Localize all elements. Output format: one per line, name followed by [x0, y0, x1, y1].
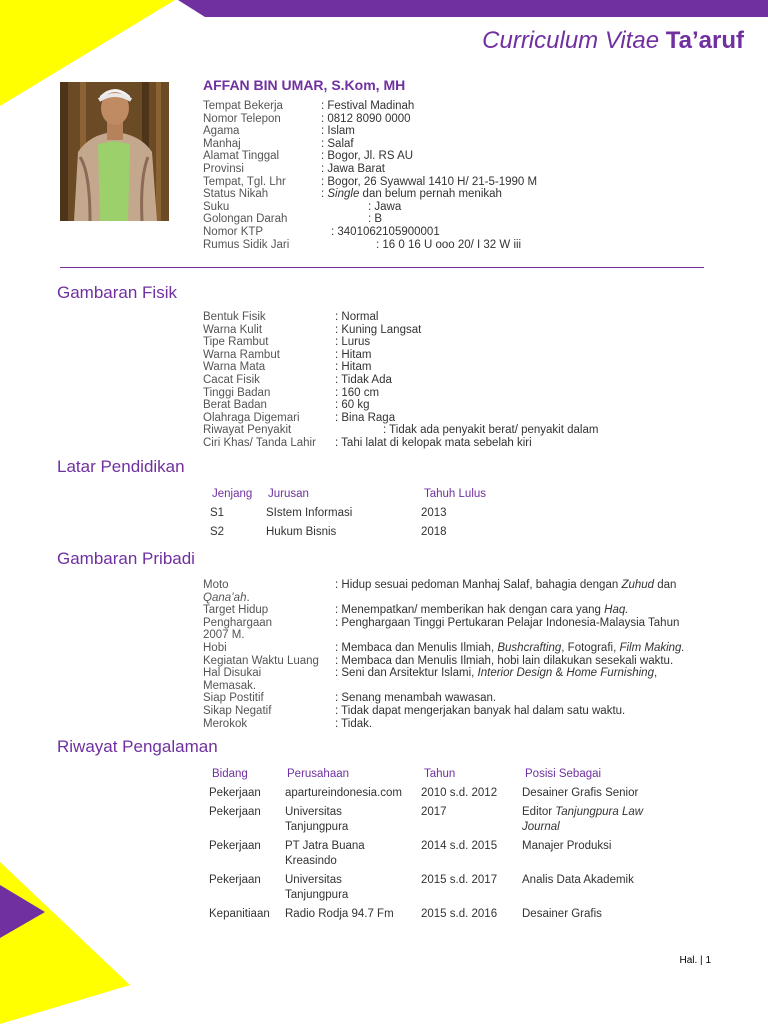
- experience-cell: 2015 s.d. 2016: [421, 908, 498, 920]
- experience-cell: 2010 s.d. 2012: [421, 787, 498, 799]
- disukai-text-3: ,: [653, 667, 658, 680]
- experience-cell: Analis Data Akademik: [522, 874, 634, 886]
- detail-value: : 0812 8090 0000: [321, 112, 411, 125]
- moto-italic-2: Qana’ah: [203, 591, 247, 604]
- detail-label: Merokok: [203, 717, 248, 730]
- detail-label: Status Nikah: [203, 188, 269, 201]
- detail-label: Bentuk Fisik: [203, 311, 266, 323]
- detail-value: [335, 667, 657, 680]
- physical-row: [203, 399, 703, 412]
- education-header: Jenjang: [212, 488, 253, 500]
- experience-cell: PT Jatra Buana Kreasindo: [285, 840, 365, 867]
- disukai-text: : Seni dan Arsitektur Islami,: [335, 667, 478, 680]
- experience-cell: apartureindonesia.com: [285, 787, 402, 799]
- detail-label: Tinggi Badan: [203, 386, 271, 399]
- detail-value: : Tidak.: [335, 717, 373, 730]
- detail-value: [335, 604, 628, 617]
- detail-label: Nomor Telepon: [203, 112, 281, 125]
- detail-value: : Hitam: [335, 361, 372, 374]
- detail-label: Golongan Darah: [203, 213, 288, 226]
- detail-label: Moto: [203, 579, 229, 591]
- personal-details: [203, 579, 723, 730]
- physical-row: [203, 324, 703, 337]
- detail-label: Ciri Khas/ Tanda Lahir: [203, 436, 316, 449]
- personal-row: [203, 629, 723, 642]
- section-title-pengalaman: Riwayat Pengalaman: [57, 737, 218, 756]
- personal-row: [203, 680, 723, 693]
- experience-header: Perusahaan: [287, 768, 350, 780]
- position-text: Editor: [522, 806, 556, 818]
- profile-row: [203, 201, 703, 214]
- status-rest: dan belum pernah menikah: [359, 188, 502, 201]
- detail-label: Suku: [203, 200, 230, 213]
- profile-row: [203, 213, 703, 226]
- bottom-purple-triangle: [0, 885, 45, 938]
- profile-photo: [60, 82, 169, 221]
- position-italic: Tanjungpura Law Journal: [522, 806, 644, 833]
- physical-row: [203, 412, 703, 425]
- experience-cell: Desainer Grafis Senior: [522, 787, 639, 799]
- education-cell: 2018: [421, 526, 447, 538]
- profile-row: [203, 226, 703, 239]
- detail-label: Agama: [203, 125, 240, 138]
- detail-value: : 3401062105900001: [331, 225, 440, 238]
- person-name: AFFAN BIN UMAR, S.Kom, MH: [203, 77, 406, 93]
- detail-value: : Lurus: [335, 336, 371, 349]
- experience-cell: Pekerjaan: [209, 874, 261, 886]
- detail-label: Olahraga Digemari: [203, 411, 300, 424]
- detail-label: Warna Mata: [203, 361, 266, 374]
- moto-italic: Zuhud: [621, 579, 655, 591]
- experience-cell: Kepanitiaan: [209, 908, 270, 920]
- detail-value: : Tahi lalat di kelopak mata sebelah kiri: [335, 436, 532, 449]
- personal-row: [203, 692, 723, 705]
- profile-row: [203, 163, 703, 176]
- experience-header: Bidang: [212, 768, 248, 780]
- detail-label: Target Hidup: [203, 604, 269, 617]
- education-cell: S2: [210, 526, 225, 538]
- title-italic: Curriculum Vitae: [482, 27, 660, 54]
- detail-value: : Tidak dapat mengerjakan banyak hal dalam satu waktu.: [335, 704, 626, 717]
- experience-header: Posisi Sebagai: [525, 768, 602, 780]
- title-bold: Ta’aruf: [665, 27, 744, 54]
- detail-label: Berat Badan: [203, 399, 267, 412]
- target-text: : Menempatkan/ memberikan hak dengan cara yang: [335, 604, 605, 617]
- detail-value: : Bogor, 26 Syawwal 1410 H/ 21-5-1990 M: [321, 175, 538, 188]
- profile-details: [203, 100, 703, 251]
- personal-row: [203, 642, 723, 655]
- experience-cell: 2014 s.d. 2015: [421, 840, 498, 852]
- profile-row: [203, 113, 703, 126]
- profile-row: [203, 150, 703, 163]
- detail-label: Hal Disukai: [203, 667, 262, 680]
- education-cell: S1: [210, 507, 225, 519]
- detail-label: Sikap Negatif: [203, 704, 272, 717]
- detail-value: : Penghargaan Tinggi Pertukaran Pelajar Indonesia-Malaysia Tahun: [335, 616, 680, 629]
- detail-value: : Hitam: [335, 348, 372, 361]
- detail-label: Hobi: [203, 641, 227, 654]
- detail-label: Nomor KTP: [203, 225, 264, 238]
- profile-row: [203, 100, 703, 113]
- experience-cell: Pekerjaan: [209, 787, 261, 799]
- detail-label: Tempat Bekerja: [203, 100, 283, 112]
- physical-row: [203, 437, 703, 450]
- physical-row: [203, 311, 703, 324]
- detail-label: Warna Rambut: [203, 348, 280, 361]
- personal-row: [203, 604, 723, 617]
- detail-value: : Normal: [335, 311, 379, 323]
- experience-cell: Pekerjaan: [209, 840, 261, 852]
- detail-value: : Jawa: [368, 200, 402, 213]
- education-header: Tahuh Lulus: [424, 488, 487, 500]
- detail-value: [335, 579, 676, 592]
- detail-value: : Festival Madinah: [321, 100, 415, 112]
- detail-label: Tipe Rambut: [203, 336, 269, 349]
- disukai-italic-2: Home Furnishing: [566, 667, 654, 680]
- personal-row: [203, 592, 723, 605]
- hobi-italic-1: Bushcrafting: [497, 641, 562, 654]
- detail-value: : B: [368, 213, 383, 226]
- detail-value: : Bina Raga: [335, 411, 396, 424]
- personal-row: [203, 579, 723, 592]
- detail-value: [335, 642, 685, 655]
- bottom-yellow-triangle: [0, 862, 130, 1024]
- top-purple-bar: [178, 0, 768, 17]
- detail-value: : Salaf: [321, 137, 354, 150]
- experience-cell: Universitas Tanjungpura: [285, 806, 349, 833]
- personal-row: [203, 705, 723, 718]
- education-cell: 2013: [421, 507, 447, 519]
- status-italic: Single: [327, 188, 360, 201]
- detail-label: Cacat Fisik: [203, 373, 260, 386]
- detail-value: [321, 188, 502, 201]
- section-title-fisik: Gambaran Fisik: [57, 283, 177, 302]
- detail-label: Manhaj: [203, 137, 241, 150]
- moto-text: : Hidup sesuai pedoman Manhaj Salaf, bahagia dengan: [335, 579, 622, 591]
- physical-details: [203, 311, 703, 450]
- profile-row: [203, 188, 703, 201]
- hobi-text-2: , Fotografi,: [561, 641, 620, 654]
- physical-row: [203, 361, 703, 374]
- detail-value-wrap: 2007 M.: [203, 629, 245, 642]
- personal-row: [203, 718, 723, 731]
- disukai-text-2: &: [552, 667, 567, 680]
- profile-row: [203, 125, 703, 138]
- detail-value: : Tidak Ada: [335, 373, 392, 386]
- personal-row: [203, 617, 723, 630]
- physical-row: [203, 424, 703, 437]
- detail-value: : Senang menambah wawasan.: [335, 692, 497, 705]
- detail-value: : 16 0 16 U ooo 20/ I 32 W iii: [376, 238, 522, 251]
- physical-row: [203, 374, 703, 387]
- detail-value: : Membaca dan Menulis Ilmiah, hobi lain dilakukan sesekali waktu.: [335, 654, 674, 667]
- detail-value: : Bogor, Jl. RS AU: [321, 150, 414, 163]
- document-title: [482, 27, 744, 55]
- detail-value: : Islam: [321, 125, 355, 138]
- experience-cell: Radio Rodja 94.7 Fm: [285, 908, 394, 920]
- experience-cell: 2017: [421, 806, 447, 818]
- physical-row: [203, 349, 703, 362]
- moto-tail-2: .: [246, 591, 250, 604]
- profile-row: [203, 138, 703, 151]
- detail-label: Warna Kulit: [203, 323, 263, 336]
- moto-tail: dan: [654, 579, 677, 591]
- experience-cell: Manajer Produksi: [522, 840, 612, 852]
- experience-cell: [522, 805, 662, 835]
- personal-row: [203, 655, 723, 668]
- header-divider: [60, 267, 704, 268]
- education-header: Jurusan: [268, 488, 309, 500]
- education-cell: SIstem Informasi: [266, 507, 353, 519]
- detail-label: Provinsi: [203, 162, 244, 175]
- status-colon: :: [321, 188, 328, 201]
- experience-cell: Desainer Grafis: [522, 908, 602, 920]
- detail-value: : Tidak ada penyakit berat/ penyakit dalam: [383, 424, 599, 437]
- experience-cell: 2015 s.d. 2017: [421, 874, 498, 886]
- hobi-text: : Membaca dan Menulis Ilmiah,: [335, 641, 498, 654]
- hobi-italic-2: Film Making.: [619, 641, 685, 654]
- personal-row: [203, 667, 723, 680]
- detail-label: Siap Postitif: [203, 692, 264, 705]
- experience-header: Tahun: [424, 768, 456, 780]
- detail-label: Kegiatan Waktu Luang: [203, 654, 319, 667]
- detail-label: Rumus Sidik Jari: [203, 238, 290, 251]
- experience-cell: Pekerjaan: [209, 806, 261, 818]
- detail-value-wrap: Memasak.: [203, 679, 257, 692]
- detail-label: Riwayat Penyakit: [203, 424, 292, 437]
- detail-value: : 160 cm: [335, 386, 380, 399]
- section-title-pribadi: Gambaran Pribadi: [57, 549, 195, 568]
- physical-row: [203, 387, 703, 400]
- target-italic: Haq.: [604, 604, 629, 617]
- detail-value: : Jawa Barat: [321, 162, 385, 175]
- education-cell: Hukum Bisnis: [266, 526, 337, 538]
- detail-value: : 60 kg: [335, 399, 370, 412]
- profile-row: [203, 176, 703, 189]
- detail-value: : Kuning Langsat: [335, 323, 422, 336]
- detail-label: Alamat Tinggal: [203, 150, 280, 163]
- detail-value-wrap: [203, 592, 250, 605]
- profile-row: [203, 239, 703, 252]
- detail-label: Tempat, Tgl. Lhr: [203, 175, 286, 188]
- page-number: Hal. | 1: [679, 955, 711, 966]
- physical-row: [203, 336, 703, 349]
- experience-cell: Universitas Tanjungpura: [285, 874, 349, 901]
- section-title-pendidikan: Latar Pendidikan: [57, 457, 185, 476]
- disukai-italic-1: Interior Design: [477, 667, 553, 680]
- detail-label: Penghargaan: [203, 616, 273, 629]
